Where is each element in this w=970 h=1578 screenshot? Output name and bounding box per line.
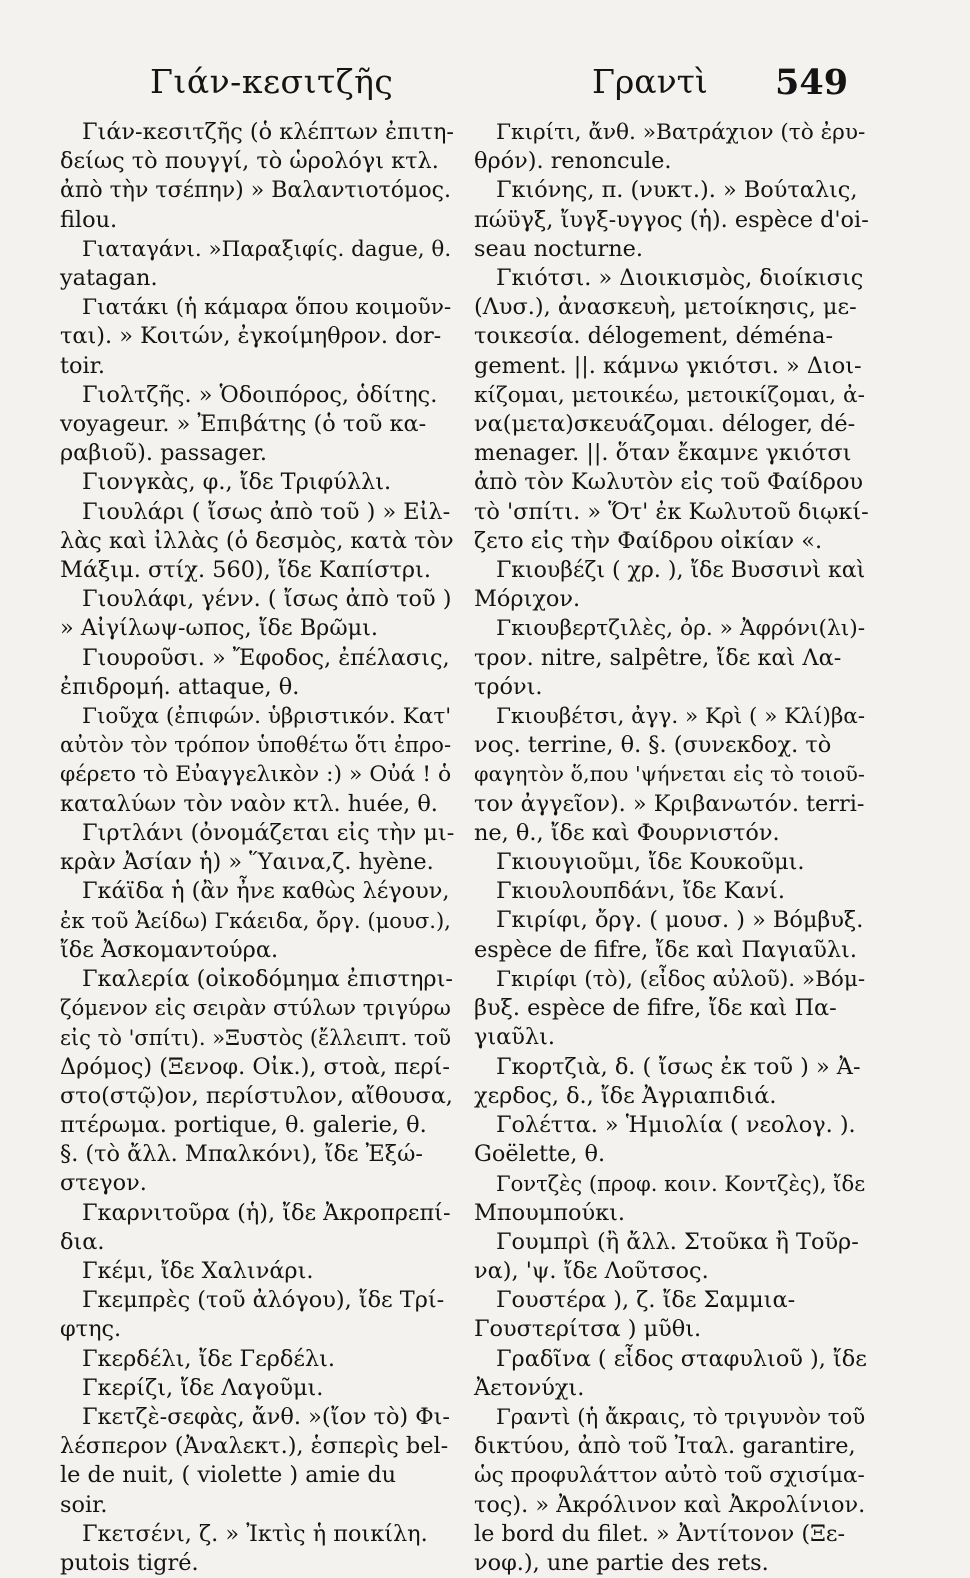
dictionary-line: Γκιρίτι, ἄνθ. »Βατράχιον (τὸ ἐρυ- [496,120,866,145]
dictionary-line: Ἀετονύχι. [474,1374,585,1401]
dictionary-line: Γκαλερία (οἰκοδόμημα ἐπιστηρι- [82,965,453,992]
dictionary-line: νοφ.), une partie des rets. [474,1549,769,1576]
dictionary-line: Γιρτλάνι (ὀνομάζεται εἰς τὴν μι- [82,819,455,846]
page-header [0,62,970,112]
dictionary-line: ται). » Κοιτών, ἐγκοίμηθρον. dor- [60,323,442,350]
right-running-headword: Γραντὶ [592,62,708,101]
dictionary-line: voyageur. » Ἐπιβάτης (ὁ τοῦ κα- [60,411,427,438]
dictionary-line: τρόνι. [474,673,543,700]
dictionary-line: πώϋγξ, ἴυγξ-υγγος (ἡ). espèce d'oi- [474,206,869,233]
dictionary-line: γιαῦλι. [474,1024,555,1051]
dictionary-line: Γκιουβέζι ( χρ. ), ἴδε Βυσσινὶ καὶ [496,558,866,584]
dictionary-line: filou. [60,206,118,233]
dictionary-line: Γραντὶ (ἡ ἄκραις, τὸ τριγυνὸν τοῦ [496,1404,866,1430]
dictionary-line: Γιουλάφι, γένν. ( ἴσως ἀπὸ τοῦ ) [82,586,452,613]
dictionary-line: Γουμπρὶ (ἢ ἄλλ. Στοῦκα ἢ Τοῦρ- [496,1228,859,1255]
dictionary-line: φαγητὸν ὅ,που 'ψήνεται εἰς τὸ τοιοῦ- [474,762,865,787]
dictionary-line: ἐκ τοῦ Ἀείδω) Γκάειδα, ὄργ. (μουσ.), [60,908,451,934]
dictionary-line: κρὰν Ἀσίαν ἡ) » Ὕαινα,ζ. hyène. [60,849,434,876]
dictionary-line: Μόριχον. [474,586,581,613]
dictionary-line: Μπουμπούκι. [474,1199,625,1226]
dictionary-line: λέσπερον (Ἀναλεκτ.), ἑσπερὶς bel- [60,1433,449,1460]
dictionary-line: Γραδῖνα ( εἶδος σταφυλιοῦ ), ἴδε [496,1345,867,1372]
dictionary-line: τον ἀγγεῖον). » Κριβανωτόν. terri- [474,790,865,817]
dictionary-line: soir. [60,1491,108,1518]
dictionary-line: πτέρωμα. portique, θ. galerie, θ. [60,1111,427,1138]
dictionary-line: le de nuit, ( violette ) amie du [60,1462,397,1489]
left-column [60,118,455,1578]
dictionary-line: Γκιρίφι (τὸ), (εἶδος αὐλοῦ). »Βόμ- [496,966,866,992]
dictionary-line: Γιοῦχα (ἐπιφών. ὑβριστικόν. Κατ' [82,704,452,730]
dictionary-line: §. (τὸ ἄλλ. Μπαλκόνι), ἴδε Ἐξώ- [60,1141,423,1168]
dictionary-line: Γκιουλουπδάνι, ἴδε Κανί. [496,878,785,905]
dictionary-line: Γοντζὲς (προφ. κοιν. Κοντζὲς), ἴδε [496,1171,866,1197]
dictionary-line: Γκεμπρὲς (τοῦ ἀλόγου), ἴδε Τρί- [82,1287,445,1314]
dictionary-line: αὐτὸν τὸν τρόπον ὑποθέτω ὅτι ἐπρο- [60,733,452,758]
dictionary-line: Γολέττα. » Ἡμιολία ( νεολογ. ). [496,1111,856,1138]
dictionary-line: Γκιόνης, π. (νυκτ.). » Βούταλις, [496,177,858,204]
dictionary-line: menager. ||. ὅταν ἔκαμνε γκιότσι [474,440,852,467]
dictionary-line: εἰς τὸ 'σπίτι). »Ξυστὸς (ἔλλειπτ. τοῦ [60,1025,452,1051]
dictionary-line: yatagan. [60,265,158,292]
dictionary-line: χερδος, δ., ἴδε Ἀγριαπιδιά. [474,1082,777,1109]
dictionary-line: ὡς προφυλάττον αὐτὸ τοῦ σχισίμα- [474,1463,865,1489]
dictionary-line: κίζομαι, μετοικέω, μετοικίζομαι, ἀ- [474,382,865,408]
dictionary-line: ἀπὸ τὸν Κωλυτὸν εἰς τοῦ Φαίδρου [474,469,864,496]
dictionary-line: ζετο εἰς τὴν Φαίδρου οἰκίαν «. [474,527,823,554]
dictionary-line: putois tigré. [60,1549,199,1576]
dictionary-line: Γουστερίτσα ) μῦθι. [474,1316,702,1343]
dictionary-line: τρον. nitre, salpêtre, ἴδε καὶ Λα- [474,644,842,671]
dictionary-line: δικτύου, ἀπὸ τοῦ Ἰταλ. garantire, [474,1433,856,1460]
dictionary-line: Γιουλάρι ( ἴσως ἀπὸ τοῦ ) » Εἰλ- [82,498,451,525]
dictionary-line: Γιολτζῆς. » Ὁδοιπόρος, ὁδίτης. [82,381,438,408]
dictionary-line: Γκιρίφι, ὄργ. ( μουσ. ) » Βόμβυξ. [496,907,864,934]
dictionary-line: τὸ 'σπίτι. » Ὅτ' ἐκ Κωλυτοῦ διῳκί- [474,498,869,525]
dictionary-line: δια. [60,1228,105,1255]
dictionary-line: ne, θ., ἴδε καὶ Φουρνιστόν. [474,819,780,846]
dictionary-line: ἐπιδρομή. attaque, θ. [60,673,300,700]
dictionary-line: τος). » Ἀκρόλινον καὶ Ἀκρολίνιον. [474,1491,866,1518]
dictionary-line: Γκιότσι. » Διοικισμὸς, διοίκισις [496,265,864,292]
dictionary-line: φέρετο τὸ Εὐαγγελικὸν :) » Οὐά ! ὁ [60,762,452,788]
dictionary-line: θρόν). renoncule. [474,148,672,175]
dictionary-line: Γιάν-κεσιτζῆς (ὁ κλέπτων ἐπιτη- [82,119,454,145]
dictionary-line: στο(στῷ)ον, περίστυλον, αἴθουσα, [60,1082,453,1109]
dictionary-line: gement. ||. κάμνω γκιότσι. » Διοι- [474,352,862,379]
dictionary-line: Μάξιμ. στίχ. 560), ἴδε Καπίστρι. [60,557,431,584]
dictionary-line: Γκιουβερτζιλὲς, ὀρ. » Ἀφρόνι(λι)- [496,616,866,642]
dictionary-line: Γκαρνιτοῦρα (ἡ), ἴδε Ἀκροπρεπί- [82,1199,451,1226]
dictionary-line: φτης. [60,1316,122,1343]
dictionary-line: toir. [60,352,105,379]
dictionary-line: » Αἰγίλωψ-ωπος, ἴδε Βρῶμι. [60,615,379,642]
page-number: 549 [775,62,849,103]
dictionary-line: Γιουροῦσι. » Ἔφοδος, ἐπέλασις, [82,644,450,671]
dictionary-line: Γκάϊδα ἡ (ἂν ἦνε καθὼς λέγουν, [82,878,450,905]
dictionary-line: Δρόμος) (Ξενοφ. Οἰκ.), στοὰ, περί- [60,1053,450,1080]
right-column [474,118,869,1578]
dictionary-line: Γιατάκι (ἡ κάμαρα ὅπου κοιμοῦν- [82,295,452,321]
dictionary-line: νος. terrine, θ. §. (συνεκδοχ. τὸ [474,732,832,759]
dictionary-line: βυξ. espèce de fifre, ἴδε καὶ Πα- [474,995,837,1022]
dictionary-line: Γκετζὲ-σεφὰς, ἄνθ. »(ἴον τὸ) Φι- [82,1403,450,1430]
left-running-headword: Γιάν-κεσιτζῆς [150,62,394,101]
dictionary-line: δείως τὸ πουγγί, τὸ ὡρολόγι κτλ. [60,148,439,175]
dictionary-line: Γκιουγιοῦμι, ἴδε Κουκοῦμι. [496,849,805,876]
dictionary-line: στεγον. [60,1170,147,1197]
dictionary-line: καταλύων τὸν ναὸν κτλ. huée, θ. [60,790,438,817]
dictionary-line: le bord du filet. » Ἀντίτονον (Ξε- [474,1520,846,1547]
dictionary-line: Γκερδέλι, ἴδε Γερδέλι. [82,1345,336,1372]
dictionary-line: Γκερίζι, ἴδε Λαγοῦμι. [82,1374,324,1401]
dictionary-line: να(μετα)σκευάζομαι. déloger, dé- [474,411,856,438]
dictionary-line: espèce de fifre, ἴδε καὶ Παγιαῦλι. [474,936,857,963]
dictionary-line: λὰς καὶ ἰλλὰς (ὁ δεσμὸς, κατὰ τὸν [60,527,454,554]
dictionary-line: Γκέμι, ἴδε Χαλινάρι. [82,1257,314,1284]
dictionary-line: Goëlette, θ. [474,1141,606,1168]
dictionary-line: seau nocturne. [474,235,643,262]
dictionary-line: τοικεσία. délogement, déména- [474,323,834,350]
dictionary-line: (Λυσ.), ἀνασκευὴ, μετοίκησις, με- [474,294,857,321]
dictionary-line: Γιαταγάνι. »Παραξιφίς. dague, θ. [82,236,452,262]
dictionary-line: Γκορτζιὰ, δ. ( ἴσως ἐκ τοῦ ) » Ἀ- [496,1053,861,1080]
dictionary-line: Γουστέρα ), ζ. ἴδε Σαμμια- [496,1287,796,1314]
dictionary-line: ἀπὸ τὴν τσέπην) » Βαλαντιοτόμος. [60,178,451,204]
dictionary-line: Γκιουβέτσι, ἀγγ. » Κρὶ ( » Κλί)βα- [496,704,866,730]
dictionary-line: Γκετσένι, ζ. » Ἰκτὶς ἡ ποικίλη. [82,1520,428,1547]
dictionary-line: ἴδε Ἀσκομαντούρα. [60,936,279,963]
dictionary-line: να), 'ψ. ἴδε Λοῦτσος. [474,1257,709,1284]
dictionary-line: ραβιοῦ). passager. [60,440,268,467]
dictionary-line: Γιονγκὰς, φ., ἴδε Τριφύλλι. [82,469,392,496]
dictionary-line: ζόμενον εἰς σειρὰν στύλων τριγύρω [60,996,451,1022]
